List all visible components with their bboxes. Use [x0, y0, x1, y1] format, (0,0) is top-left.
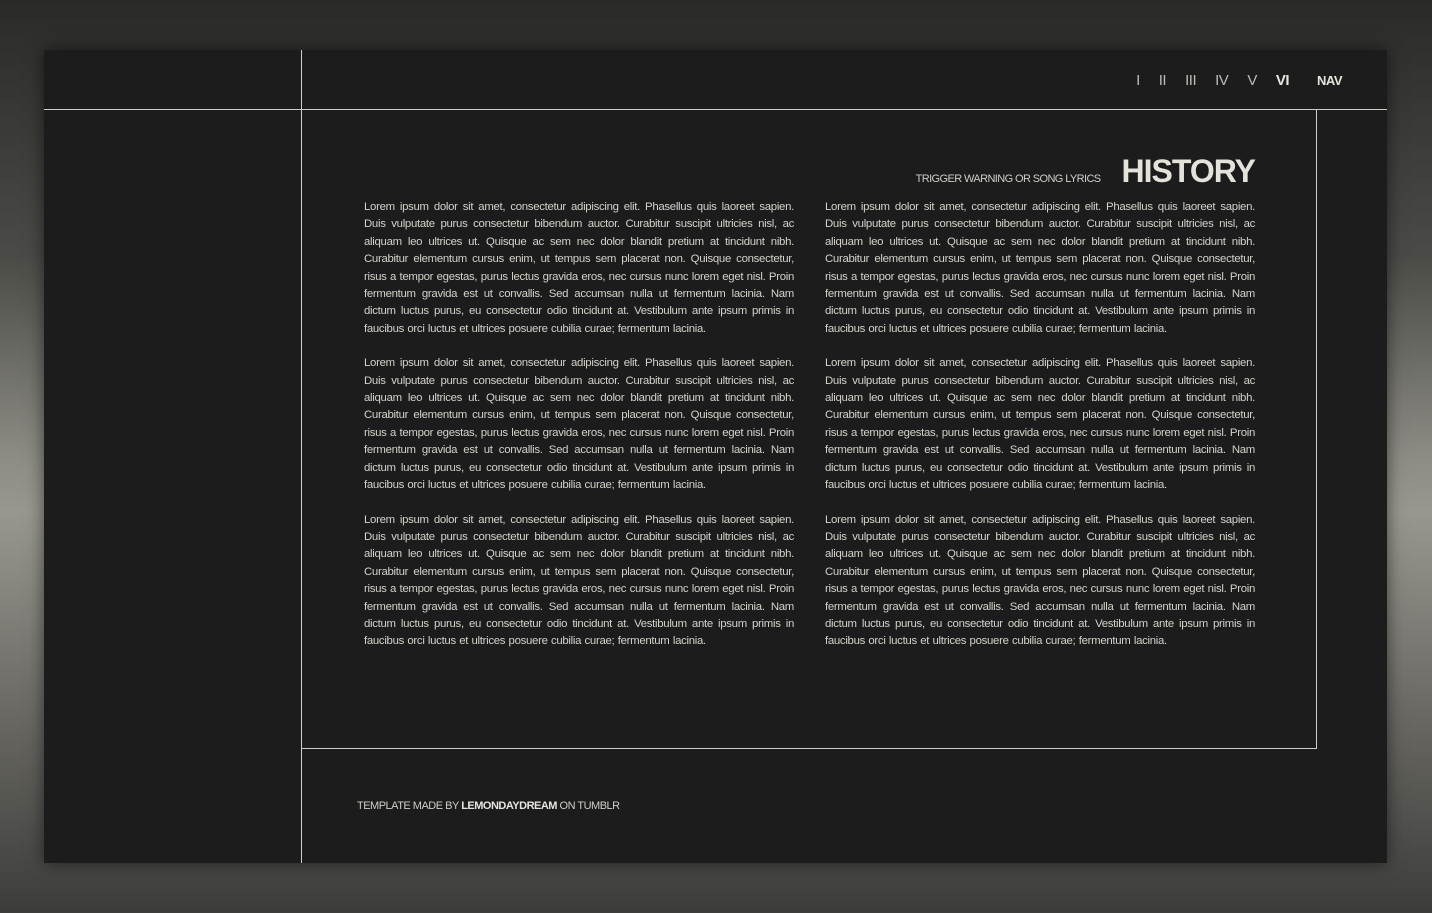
text-column-right	[825, 199, 1255, 668]
paragraph: Lorem ipsum dolor sit amet, consectetur adipiscing elit. Phasellus quis laoreet sapien. Duis vulputate purus consectetur bibendum auctor. Curabitur suscipit ultricies nisl, ac aliquam leo ultrices ut. Quisque ac sem nec dolor blandit pretium at tincidunt nibh. Curabitur elementum cursus enim, ut tempus sem placerat non. Quisque consectetur, risus a tempor egestas, purus lectus gravida eros, nec cursus nunc lorem eget nisl. Proin fermentum gravida est ut convallis. Sed accumsan nulla ut fermentum lacinia. Nam dictum luctus purus, eu consectetur odio tincidunt at. Vestibulum ante ipsum primis in faucibus orci luctus et ultrices posuere cubilia curae; fermentum lacinia.	[825, 513, 1255, 648]
left-divider	[301, 50, 302, 863]
nav-item-2[interactable]: II	[1158, 71, 1167, 89]
paragraph: Lorem ipsum dolor sit amet, consectetur adipiscing elit. Phasellus quis laoreet sapien. Duis vulputate purus consectetur bibendum auctor. Curabitur suscipit ultricies nisl, ac aliquam leo ultrices ut. Quisque ac sem nec dolor blandit pretium at tincidunt nibh. Curabitur elementum cursus enim, ut tempus sem placerat non. Quisque consectetur, risus a tempor egestas, purus lectus gravida eros, nec cursus nunc lorem eget nisl. Proin fermentum gravida est ut convallis. Sed accumsan nulla ut fermentum lacinia. Nam dictum luctus purus, eu consectetur odio tincidunt at. Vestibulum ante ipsum primis in faucibus orci luctus et ultrices posuere cubilia curae; fermentum lacinia.	[364, 513, 794, 648]
footer-credit	[357, 800, 620, 812]
section-subtitle: TRIGGER WARNING OR SONG LYRICS	[915, 173, 1101, 185]
paragraph: Lorem ipsum dolor sit amet, consectetur adipiscing elit. Phasellus quis laoreet sapien. Duis vulputate purus consectetur bibendum auctor. Curabitur suscipit ultricies nisl, ac aliquam leo ultrices ut. Quisque ac sem nec dolor blandit pretium at tincidunt nibh. Curabitur elementum cursus enim, ut tempus sem placerat non. Quisque consectetur, risus a tempor egestas, purus lectus gravida eros, nec cursus nunc lorem eget nisl. Proin fermentum gravida est ut convallis. Sed accumsan nulla ut fermentum lacinia. Nam dictum luctus purus, eu consectetur odio tincidunt at. Vestibulum ante ipsum primis in faucibus orci luctus et ultrices posuere cubilia curae; fermentum lacinia.	[825, 201, 1255, 335]
paragraph: Lorem ipsum dolor sit amet, consectetur adipiscing elit. Phasellus quis laoreet sapien. Duis vulputate purus consectetur bibendum auctor. Curabitur suscipit ultricies nisl, ac aliquam leo ultrices ut. Quisque ac sem nec dolor blandit pretium at tincidunt nibh. Curabitur elementum cursus enim, ut tempus sem placerat non. Quisque consectetur, risus a tempor egestas, purus lectus gravida eros, nec cursus nunc lorem eget nisl. Proin fermentum gravida est ut convallis. Sed accumsan nulla ut fermentum lacinia. Nam dictum luctus purus, eu consectetur odio tincidunt at. Vestibulum ante ipsum primis in faucibus orci luctus et ultrices posuere cubilia curae; fermentum lacinia.	[364, 201, 794, 335]
nav-menu-link[interactable]: NAV	[1317, 72, 1342, 88]
right-divider	[1316, 110, 1317, 749]
text-column-left	[364, 199, 794, 668]
nav-item-5[interactable]: V	[1247, 71, 1257, 89]
footer-suffix: ON TUMBLR	[556, 800, 620, 812]
roman-nav	[1117, 72, 1342, 88]
nav-item-6[interactable]: VI	[1275, 71, 1290, 89]
bottom-divider	[301, 748, 1317, 749]
footer-prefix: TEMPLATE MADE BY	[357, 800, 462, 812]
text-columns	[364, 199, 1255, 668]
paragraph: Lorem ipsum dolor sit amet, consectetur adipiscing elit. Phasellus quis laoreet sapien. Duis vulputate purus consectetur bibendum auctor. Curabitur suscipit ultricies nisl, ac aliquam leo ultrices ut. Quisque ac sem nec dolor blandit pretium at tincidunt nibh. Curabitur elementum cursus enim, ut tempus sem placerat non. Quisque consectetur, risus a tempor egestas, purus lectus gravida eros, nec cursus nunc lorem eget nisl. Proin fermentum gravida est ut convallis. Sed accumsan nulla ut fermentum lacinia. Nam dictum luctus purus, eu consectetur odio tincidunt at. Vestibulum ante ipsum primis in faucibus orci luctus et ultrices posuere cubilia curae; fermentum lacinia.	[825, 357, 1255, 492]
page-title: HISTORY	[1121, 153, 1255, 189]
section-header	[916, 153, 1255, 189]
paragraph: Lorem ipsum dolor sit amet, consectetur adipiscing elit. Phasellus quis laoreet sapien. Duis vulputate purus consectetur bibendum auctor. Curabitur suscipit ultricies nisl, ac aliquam leo ultrices ut. Quisque ac sem nec dolor blandit pretium at tincidunt nibh. Curabitur elementum cursus enim, ut tempus sem placerat non. Quisque consectetur, risus a tempor egestas, purus lectus gravida eros, nec cursus nunc lorem eget nisl. Proin fermentum gravida est ut convallis. Sed accumsan nulla ut fermentum lacinia. Nam dictum luctus purus, eu consectetur odio tincidunt at. Vestibulum ante ipsum primis in faucibus orci luctus et ultrices posuere cubilia curae; fermentum lacinia.	[364, 357, 794, 492]
footer-author-link[interactable]: LEMONDAYDREAM	[461, 800, 557, 812]
nav-item-1[interactable]: I	[1136, 71, 1140, 89]
nav-item-4[interactable]: IV	[1215, 71, 1229, 89]
nav-item-3[interactable]: III	[1185, 71, 1197, 89]
page-frame	[44, 50, 1387, 863]
top-divider	[44, 109, 1387, 110]
